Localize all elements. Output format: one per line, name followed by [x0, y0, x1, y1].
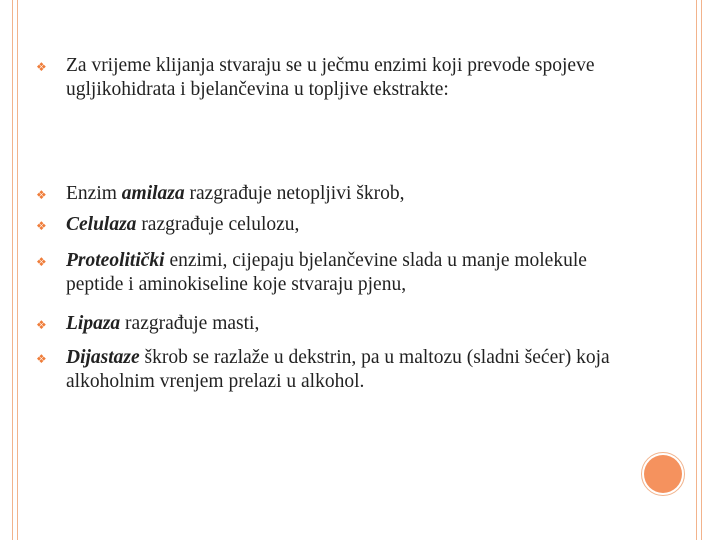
right-border-line-outer — [701, 0, 702, 540]
list-item-text: Lipaza razgrađuje masti, — [66, 313, 260, 334]
diamond-bullet-icon: ❖ — [36, 60, 47, 74]
diamond-bullet-icon: ❖ — [36, 255, 47, 269]
left-border-line-inner — [17, 0, 18, 540]
diamond-bullet-icon: ❖ — [36, 219, 47, 233]
diamond-bullet-icon: ❖ — [36, 188, 47, 202]
list-item-text: Proteolitički enzimi, cijepaju bjelančevine slada u manje molekule peptide i aminokiseline koje stvaraju pjenu, — [66, 250, 587, 295]
diamond-bullet-icon: ❖ — [36, 352, 47, 366]
left-border-line-outer — [12, 0, 13, 540]
list-item-text: Celulaza razgrađuje celulozu, — [66, 214, 300, 235]
decorative-circle-dot — [644, 455, 682, 493]
diamond-bullet-icon: ❖ — [36, 318, 47, 332]
list-item-text: Dijastaze škrob se razlaže u dekstrin, pa u maltozu (sladni šećer) koja alkoholnim vrenjem prelazi u alkohol. — [66, 347, 610, 392]
list-item-text: Enzim amilaza razgrađuje netopljivi škrob, — [66, 183, 405, 204]
intro-text: Za vrijeme klijanja stvaraju se u ječmu enzimi koji prevode spojeve ugljikohidrata i bjelančevina u topljive ekstrakte: — [66, 55, 595, 100]
right-border-line-inner — [696, 0, 697, 540]
